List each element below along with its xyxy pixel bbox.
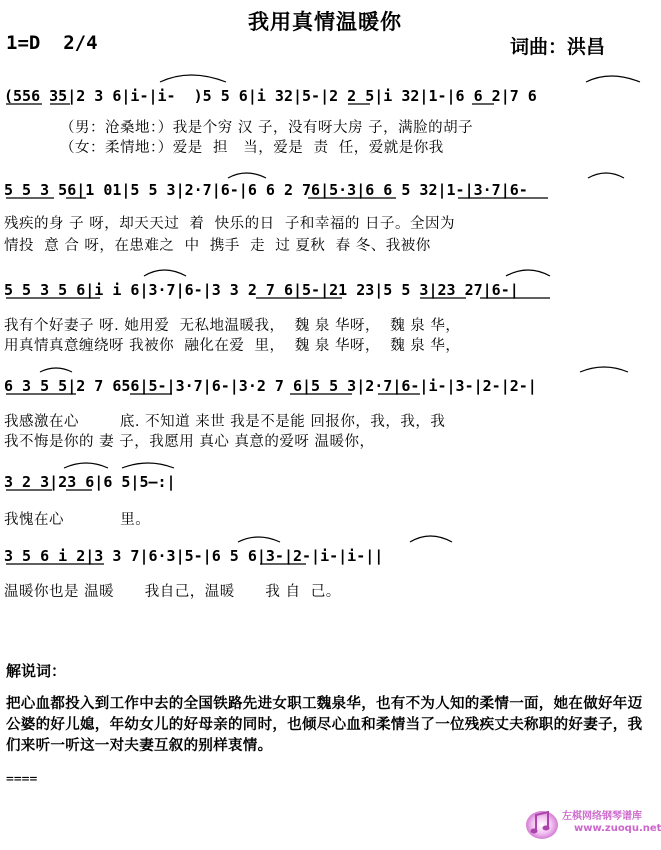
commentary-ornament: ==== [6,772,38,787]
slur-mark [506,270,550,276]
lyric-row-4-male: 我感激在心 底. 不知道 来世 我是不是能 回报你，我，我，我 [4,414,446,430]
credits: 词曲：洪昌 [510,36,606,58]
slur-mark [40,368,72,372]
slur-mark [238,537,280,542]
lyric-row-2-male: 残疾的身 子 呀，却天天过 着 快乐的日 子和幸福的 日子。全因为 [4,216,455,232]
watermark [522,803,661,843]
lyric-row-4-female: 我不悔是你的 妻 子，我愿用 真心 真意的爱呀 温暖你， [4,434,375,450]
music-note-logo-icon [522,803,562,843]
slur-mark [160,75,226,82]
slur-mark [228,173,266,178]
key-signature: 1=D 2/4 [6,32,98,54]
slur-mark [588,173,624,178]
lyric-row-3-female: 用真情真意缠绕呀 我被你 融化在爱 里， 魏 泉 华呀， 魏 泉 华， [4,338,461,354]
slur-mark [586,76,640,82]
commentary-body: 把心血都投入到工作中去的全国铁路先进女职工魏泉华，也有不为人知的柔情一面，她在做好年迈公婆的好儿媳，年幼女儿的好母亲的同时，也倾尽心血和柔情当了一位残疾丈夫称职的好妻子，我们来听一听这一对夫妻互叙的别样衷情。 [6,696,643,754]
staff-row-6: 3 5 6 i 2|3 3 7|6·3|5-|6 5 6|3-|2-|i-|i-|| [4,547,384,565]
lyric-row-1-male: （男：沧桑地：）我是个穷 汉 子，没有呀大房 子，满脸的胡子 [60,120,474,136]
slur-mark [144,270,186,276]
commentary-heading: 解说词： [6,662,67,680]
slur-mark [64,463,108,468]
lyric-row-6: 温暖你也是 温暖 我自己，温暖 我 自 己。 [4,584,341,600]
staff-row-5: 3 2 3|23 6|6 5|5—:| [4,473,176,491]
slur-mark [410,536,452,542]
lyric-row-3-male: 我有个好妻子 呀. 她用爱 无私地温暖我， 魏 泉 华呀， 魏 泉 华， [4,318,461,334]
watermark-url: www.zuoqu.net [574,823,661,834]
slur-mark [122,463,174,468]
lyric-row-1-female: （女：柔情地：）爱是 担 当，爱是 责 任，爱就是你我 [60,140,444,156]
song-title: 我用真情温暖你 [248,10,402,34]
lyric-row-5: 我愧在心 里。 [4,512,151,528]
lyric-row-2-female: 情投 意 合 呀，在患难之 中 携手 走 过 夏秋 春 冬、我被你 [4,238,431,254]
slur-mark [580,367,628,372]
staff-row-3: 5 5 3 5 6|i i 6|3·7|6-|3 3 2 7 6|5-|21 23|5 5 3|23 27|6-| [4,281,519,299]
staff-row-1: (556 35|2 3 6|i-|i- )5 5 6|i 32|5-|2 2 5|i 32|1-|6 6 2|7 6 [4,87,537,105]
staff-row-2: 5 5 3 56|1 01|5 5 3|2·7|6-|6 6 2 76|5·3|6 6 5 32|1-|3·7|6- [4,181,528,199]
staff-row-4: 6 3 5 5|2 7 656|5-|3·7|6-|3·2 7 6|5 5 3|2·7|6-|i-|3-|2-|2-| [4,377,537,395]
watermark-site-name: 左棋网络钢琴谱库 [562,811,642,822]
